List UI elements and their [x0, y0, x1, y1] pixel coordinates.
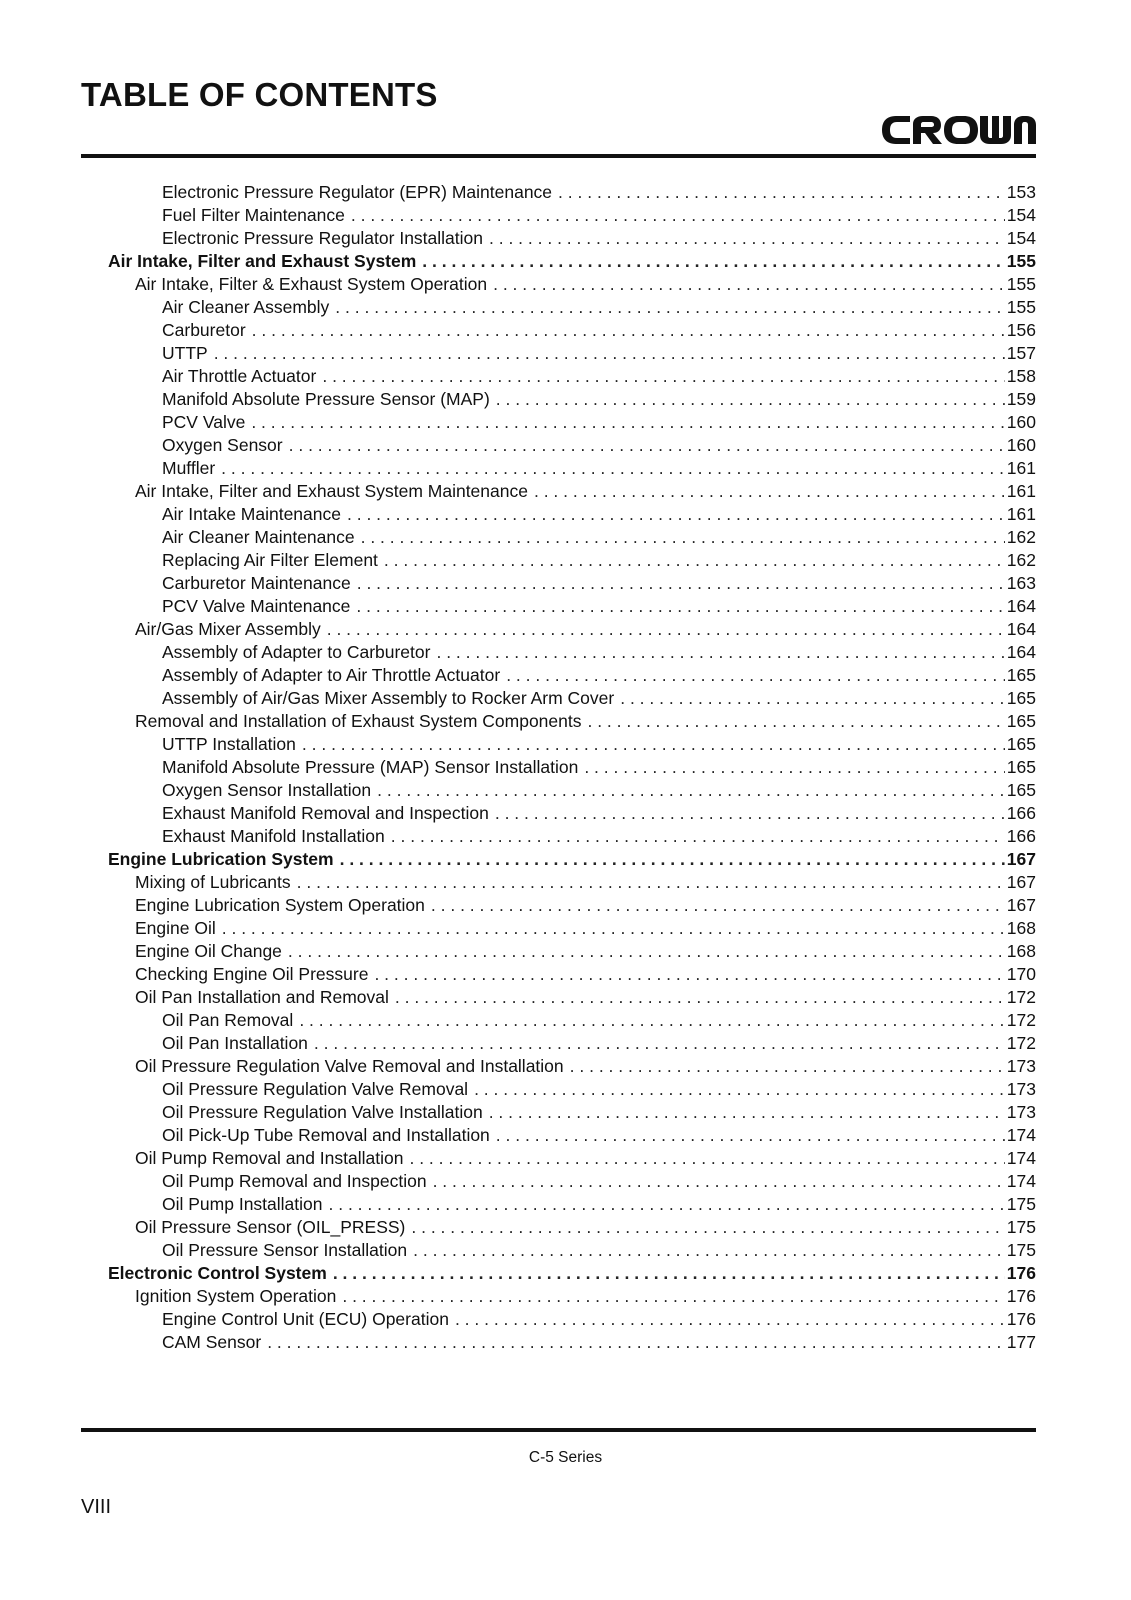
- toc-entry-page-number: 167: [1006, 872, 1036, 892]
- toc-entry[interactable]: [81, 526, 1036, 549]
- toc-entry[interactable]: [81, 756, 1036, 779]
- toc-entry-page-number: 160: [1006, 412, 1036, 432]
- toc-entry-page-number: 155: [1006, 297, 1036, 317]
- toc-entry-page-number: 165: [1006, 711, 1036, 731]
- toc-entry[interactable]: [81, 296, 1036, 319]
- toc-entry-page-number: 155: [1006, 251, 1036, 271]
- toc-entry[interactable]: [81, 342, 1036, 365]
- toc-entry[interactable]: [81, 227, 1036, 250]
- toc-entry-title: Carburetor: [162, 320, 246, 340]
- toc-entry-page-number: 172: [1006, 1033, 1036, 1053]
- toc-entry[interactable]: [81, 802, 1036, 825]
- toc-entry-title: Mixing of Lubricants: [135, 872, 291, 892]
- crown-logo: [880, 112, 1036, 148]
- toc-entry-title: Oil Pump Removal and Installation: [135, 1148, 404, 1168]
- dot-leader: [570, 1055, 1005, 1078]
- dot-leader: [395, 986, 1005, 1009]
- dot-leader: [289, 434, 1005, 457]
- toc-entry-title: Manifold Absolute Pressure Sensor (MAP): [162, 389, 490, 409]
- toc-entry-title: Checking Engine Oil Pressure: [135, 964, 369, 984]
- dot-leader: [288, 940, 1005, 963]
- toc-entry-page-number: 177: [1006, 1332, 1036, 1352]
- toc-entry-page-number: 176: [1006, 1286, 1036, 1306]
- toc-entry-page-number: 165: [1006, 734, 1036, 754]
- toc-entry-page-number: 165: [1006, 665, 1036, 685]
- toc-entry-title: Oil Pressure Regulation Valve Installation: [162, 1102, 483, 1122]
- toc-entry-page-number: 161: [1006, 504, 1036, 524]
- dot-leader: [506, 664, 1005, 687]
- toc-entry-page-number: 173: [1006, 1056, 1036, 1076]
- dot-leader: [620, 687, 1005, 710]
- dot-leader: [558, 181, 1005, 204]
- page-title: TABLE OF CONTENTS: [81, 76, 438, 113]
- toc-entry-title: Oil Pick-Up Tube Removal and Installation: [162, 1125, 490, 1145]
- toc-entry-title: Electronic Pressure Regulator Installation: [162, 228, 483, 248]
- toc-entry-title: Oil Pump Installation: [162, 1194, 323, 1214]
- toc-entry-title: Air Intake, Filter and Exhaust System Maintenance: [135, 481, 528, 501]
- toc-entry[interactable]: [81, 365, 1036, 388]
- toc-entry[interactable]: [81, 250, 1036, 273]
- toc-entry[interactable]: [81, 434, 1036, 457]
- toc-entry[interactable]: [81, 1055, 1036, 1078]
- dot-leader: [391, 825, 1005, 848]
- dot-leader: [534, 480, 1005, 503]
- dot-leader: [329, 1193, 1005, 1216]
- toc-entry-title: Oxygen Sensor: [162, 435, 283, 455]
- dot-leader: [489, 1101, 1005, 1124]
- toc-entry-page-number: 176: [1006, 1309, 1036, 1329]
- dot-leader: [252, 319, 1005, 342]
- toc-entry-page-number: 167: [1006, 895, 1036, 915]
- toc-entry[interactable]: [81, 986, 1036, 1009]
- toc-entry-page-number: 155: [1006, 274, 1036, 294]
- toc-entry-title: Assembly of Adapter to Carburetor: [162, 642, 431, 662]
- toc-entry-title: Air Cleaner Maintenance: [162, 527, 355, 547]
- toc-entry[interactable]: [81, 1239, 1036, 1262]
- toc-entry[interactable]: [81, 1193, 1036, 1216]
- toc-entry-title: Air Intake, Filter & Exhaust System Operation: [135, 274, 488, 294]
- toc-entry-page-number: 153: [1006, 182, 1036, 202]
- dot-leader: [431, 894, 1005, 917]
- toc-entry-title: CAM Sensor: [162, 1332, 262, 1352]
- dot-leader: [493, 273, 1005, 296]
- toc-entry-title: Electronic Pressure Regulator (EPR) Maintenance: [162, 182, 553, 202]
- toc-entry-title: Carburetor Maintenance: [162, 573, 351, 593]
- dot-leader: [496, 1124, 1005, 1147]
- toc-entry-page-number: 154: [1006, 228, 1036, 248]
- dot-leader: [340, 848, 1005, 871]
- dot-leader: [333, 1262, 1005, 1285]
- dot-leader: [357, 572, 1005, 595]
- toc-entry-title: Engine Oil Change: [135, 941, 282, 961]
- toc-entry-title: Manifold Absolute Pressure (MAP) Sensor Installation: [162, 757, 579, 777]
- toc-entry[interactable]: [81, 273, 1036, 296]
- toc-entry[interactable]: [81, 411, 1036, 434]
- toc-entry-page-number: 167: [1006, 849, 1036, 869]
- dot-leader: [351, 204, 1005, 227]
- toc-entry-title: Oil Pump Removal and Inspection: [162, 1171, 427, 1191]
- toc-entry-title: Oil Pressure Regulation Valve Removal and Installation: [135, 1056, 564, 1076]
- toc-entry-page-number: 168: [1006, 941, 1036, 961]
- dot-leader: [327, 618, 1005, 641]
- dot-leader: [335, 296, 1005, 319]
- toc-entry-title: Oil Pressure Sensor Installation: [162, 1240, 408, 1260]
- dot-leader: [584, 756, 1004, 779]
- toc-entry[interactable]: [81, 388, 1036, 411]
- toc-entry-title: Air/Gas Mixer Assembly: [135, 619, 321, 639]
- toc-entry-page-number: 161: [1006, 481, 1036, 501]
- toc-entry-title: Air Throttle Actuator: [162, 366, 317, 386]
- toc-entry-title: PCV Valve Maintenance: [162, 596, 351, 616]
- toc-entry-page-number: 165: [1006, 757, 1036, 777]
- toc-entry[interactable]: [81, 963, 1036, 986]
- toc-entry-page-number: 164: [1006, 619, 1036, 639]
- dot-leader: [433, 1170, 1005, 1193]
- toc-entry-title: PCV Valve: [162, 412, 246, 432]
- toc-entry-title: Ignition System Operation: [135, 1286, 337, 1306]
- toc-entry[interactable]: [81, 894, 1036, 917]
- toc-entry-title: Muffler: [162, 458, 216, 478]
- toc-entry[interactable]: [81, 1308, 1036, 1331]
- toc-entry[interactable]: [81, 204, 1036, 227]
- toc-entry-title: Engine Lubrication System Operation: [135, 895, 425, 915]
- dot-leader: [489, 227, 1005, 250]
- dot-leader: [455, 1308, 1005, 1331]
- toc-entry-page-number: 176: [1006, 1263, 1036, 1283]
- toc-entry[interactable]: [81, 825, 1036, 848]
- toc-entry-title: Removal and Installation of Exhaust System Components: [135, 711, 582, 731]
- toc-entry-title: Engine Oil: [135, 918, 216, 938]
- toc-entry[interactable]: [81, 871, 1036, 894]
- toc-entry-title: UTTP: [162, 343, 208, 363]
- toc-entry-title: Fuel Filter Maintenance: [162, 205, 345, 225]
- toc-entry-page-number: 170: [1006, 964, 1036, 984]
- toc-entry-page-number: 161: [1006, 458, 1036, 478]
- toc-entry-title: Oxygen Sensor Installation: [162, 780, 372, 800]
- dot-leader: [342, 1285, 1004, 1308]
- toc-entry-title: Assembly of Air/Gas Mixer Assembly to Rocker Arm Cover: [162, 688, 615, 708]
- dot-leader: [267, 1331, 1005, 1354]
- dot-leader: [377, 779, 1005, 802]
- dot-leader: [251, 411, 1004, 434]
- toc-entry[interactable]: [81, 549, 1036, 572]
- dot-leader: [302, 733, 1005, 756]
- toc-entry-page-number: 174: [1006, 1148, 1036, 1168]
- toc-entry[interactable]: [81, 710, 1036, 733]
- toc-entry[interactable]: [81, 687, 1036, 710]
- toc-entry[interactable]: [81, 181, 1036, 204]
- toc-entry-title: Replacing Air Filter Element: [162, 550, 378, 570]
- toc-entry[interactable]: [81, 595, 1036, 618]
- toc-entry-page-number: 164: [1006, 596, 1036, 616]
- toc-entry-page-number: 158: [1006, 366, 1036, 386]
- toc-entry[interactable]: [81, 1262, 1036, 1285]
- toc-entry[interactable]: [81, 503, 1036, 526]
- dot-leader: [361, 526, 1005, 549]
- dot-leader: [347, 503, 1005, 526]
- toc-entry-page-number: 173: [1006, 1102, 1036, 1122]
- toc-entry-page-number: 163: [1006, 573, 1036, 593]
- toc-entry[interactable]: [81, 457, 1036, 480]
- toc-entry[interactable]: [81, 1032, 1036, 1055]
- toc-entry[interactable]: [81, 1147, 1036, 1170]
- dot-leader: [436, 641, 1004, 664]
- toc-entry[interactable]: [81, 1124, 1036, 1147]
- toc-entry[interactable]: [81, 1285, 1036, 1308]
- dot-leader: [495, 802, 1005, 825]
- toc-entry-page-number: 156: [1006, 320, 1036, 340]
- toc-entry-page-number: 174: [1006, 1171, 1036, 1191]
- toc-entry-title: Air Intake Maintenance: [162, 504, 341, 524]
- toc-entry-title: Engine Control Unit (ECU) Operation: [162, 1309, 449, 1329]
- dot-leader: [356, 595, 1004, 618]
- toc-entry[interactable]: [81, 1331, 1036, 1354]
- dot-leader: [221, 457, 1005, 480]
- dot-leader: [422, 250, 1005, 273]
- toc-entry-page-number: 172: [1006, 1010, 1036, 1030]
- dot-leader: [411, 1216, 1004, 1239]
- toc-entry[interactable]: [81, 618, 1036, 641]
- dot-leader: [587, 710, 1004, 733]
- header-rule: [81, 154, 1036, 158]
- toc-entry-title: Assembly of Adapter to Air Throttle Actuator: [162, 665, 501, 685]
- toc-entry[interactable]: [81, 917, 1036, 940]
- toc-entry-title: Oil Pan Installation and Removal: [135, 987, 389, 1007]
- toc-entry[interactable]: [81, 779, 1036, 802]
- toc-entry-page-number: 162: [1006, 527, 1036, 547]
- toc-entry[interactable]: [81, 1101, 1036, 1124]
- toc-entry[interactable]: [81, 319, 1036, 342]
- toc-entry-page-number: 164: [1006, 642, 1036, 662]
- toc-entry[interactable]: [81, 664, 1036, 687]
- toc-entry[interactable]: [81, 480, 1036, 503]
- toc-entry-title: Oil Pressure Sensor (OIL_PRESS): [135, 1217, 406, 1237]
- toc-entry-page-number: 157: [1006, 343, 1036, 363]
- toc-entry[interactable]: [81, 1170, 1036, 1193]
- toc-entry-page-number: 175: [1006, 1217, 1036, 1237]
- toc-entry[interactable]: [81, 940, 1036, 963]
- toc-entry-page-number: 166: [1006, 826, 1036, 846]
- dot-leader: [222, 917, 1005, 940]
- toc-entry-title: Oil Pressure Regulation Valve Removal: [162, 1079, 469, 1099]
- toc-entry[interactable]: [81, 641, 1036, 664]
- toc-entry[interactable]: [81, 1078, 1036, 1101]
- toc-entry-title: Exhaust Manifold Installation: [162, 826, 385, 846]
- toc-entry-page-number: 168: [1006, 918, 1036, 938]
- toc-entry-page-number: 160: [1006, 435, 1036, 455]
- toc-entry-title: UTTP Installation: [162, 734, 296, 754]
- toc-entry-page-number: 173: [1006, 1079, 1036, 1099]
- dot-leader: [374, 963, 1004, 986]
- dot-leader: [214, 342, 1005, 365]
- toc-entry-page-number: 174: [1006, 1125, 1036, 1145]
- toc-entry-title: Oil Pan Installation: [162, 1033, 308, 1053]
- toc-entry-page-number: 166: [1006, 803, 1036, 823]
- toc-entry-title: Oil Pan Removal: [162, 1010, 294, 1030]
- dot-leader: [384, 549, 1005, 572]
- toc-entry-title: Electronic Control System: [108, 1263, 327, 1283]
- toc-entry-page-number: 165: [1006, 688, 1036, 708]
- toc-entry-page-number: 154: [1006, 205, 1036, 225]
- toc-entry-title: Engine Lubrication System: [108, 849, 334, 869]
- toc-entry-page-number: 175: [1006, 1194, 1036, 1214]
- dot-leader: [314, 1032, 1005, 1055]
- toc-entry-title: Exhaust Manifold Removal and Inspection: [162, 803, 489, 823]
- toc-entry-title: Air Intake, Filter and Exhaust System: [108, 251, 417, 271]
- toc-entry[interactable]: [81, 848, 1036, 871]
- dot-leader: [322, 365, 1004, 388]
- footer-rule: [81, 1428, 1036, 1432]
- dot-leader: [413, 1239, 1005, 1262]
- toc-entry-page-number: 162: [1006, 550, 1036, 570]
- dot-leader: [496, 388, 1005, 411]
- toc-entry[interactable]: [81, 572, 1036, 595]
- toc-entry[interactable]: [81, 733, 1036, 756]
- table-of-contents: [81, 181, 1036, 1354]
- dot-leader: [409, 1147, 1004, 1170]
- toc-entry-page-number: 165: [1006, 780, 1036, 800]
- toc-entry-page-number: 175: [1006, 1240, 1036, 1260]
- dot-leader: [297, 871, 1005, 894]
- toc-entry-page-number: 159: [1006, 389, 1036, 409]
- toc-entry[interactable]: [81, 1009, 1036, 1032]
- toc-entry-page-number: 172: [1006, 987, 1036, 1007]
- footer-series-label: C-5 Series: [528, 1449, 603, 1466]
- toc-entry[interactable]: [81, 1216, 1036, 1239]
- toc-entry-title: Air Cleaner Assembly: [162, 297, 330, 317]
- dot-leader: [474, 1078, 1005, 1101]
- dot-leader: [299, 1009, 1004, 1032]
- page-number: VIII: [81, 1496, 112, 1518]
